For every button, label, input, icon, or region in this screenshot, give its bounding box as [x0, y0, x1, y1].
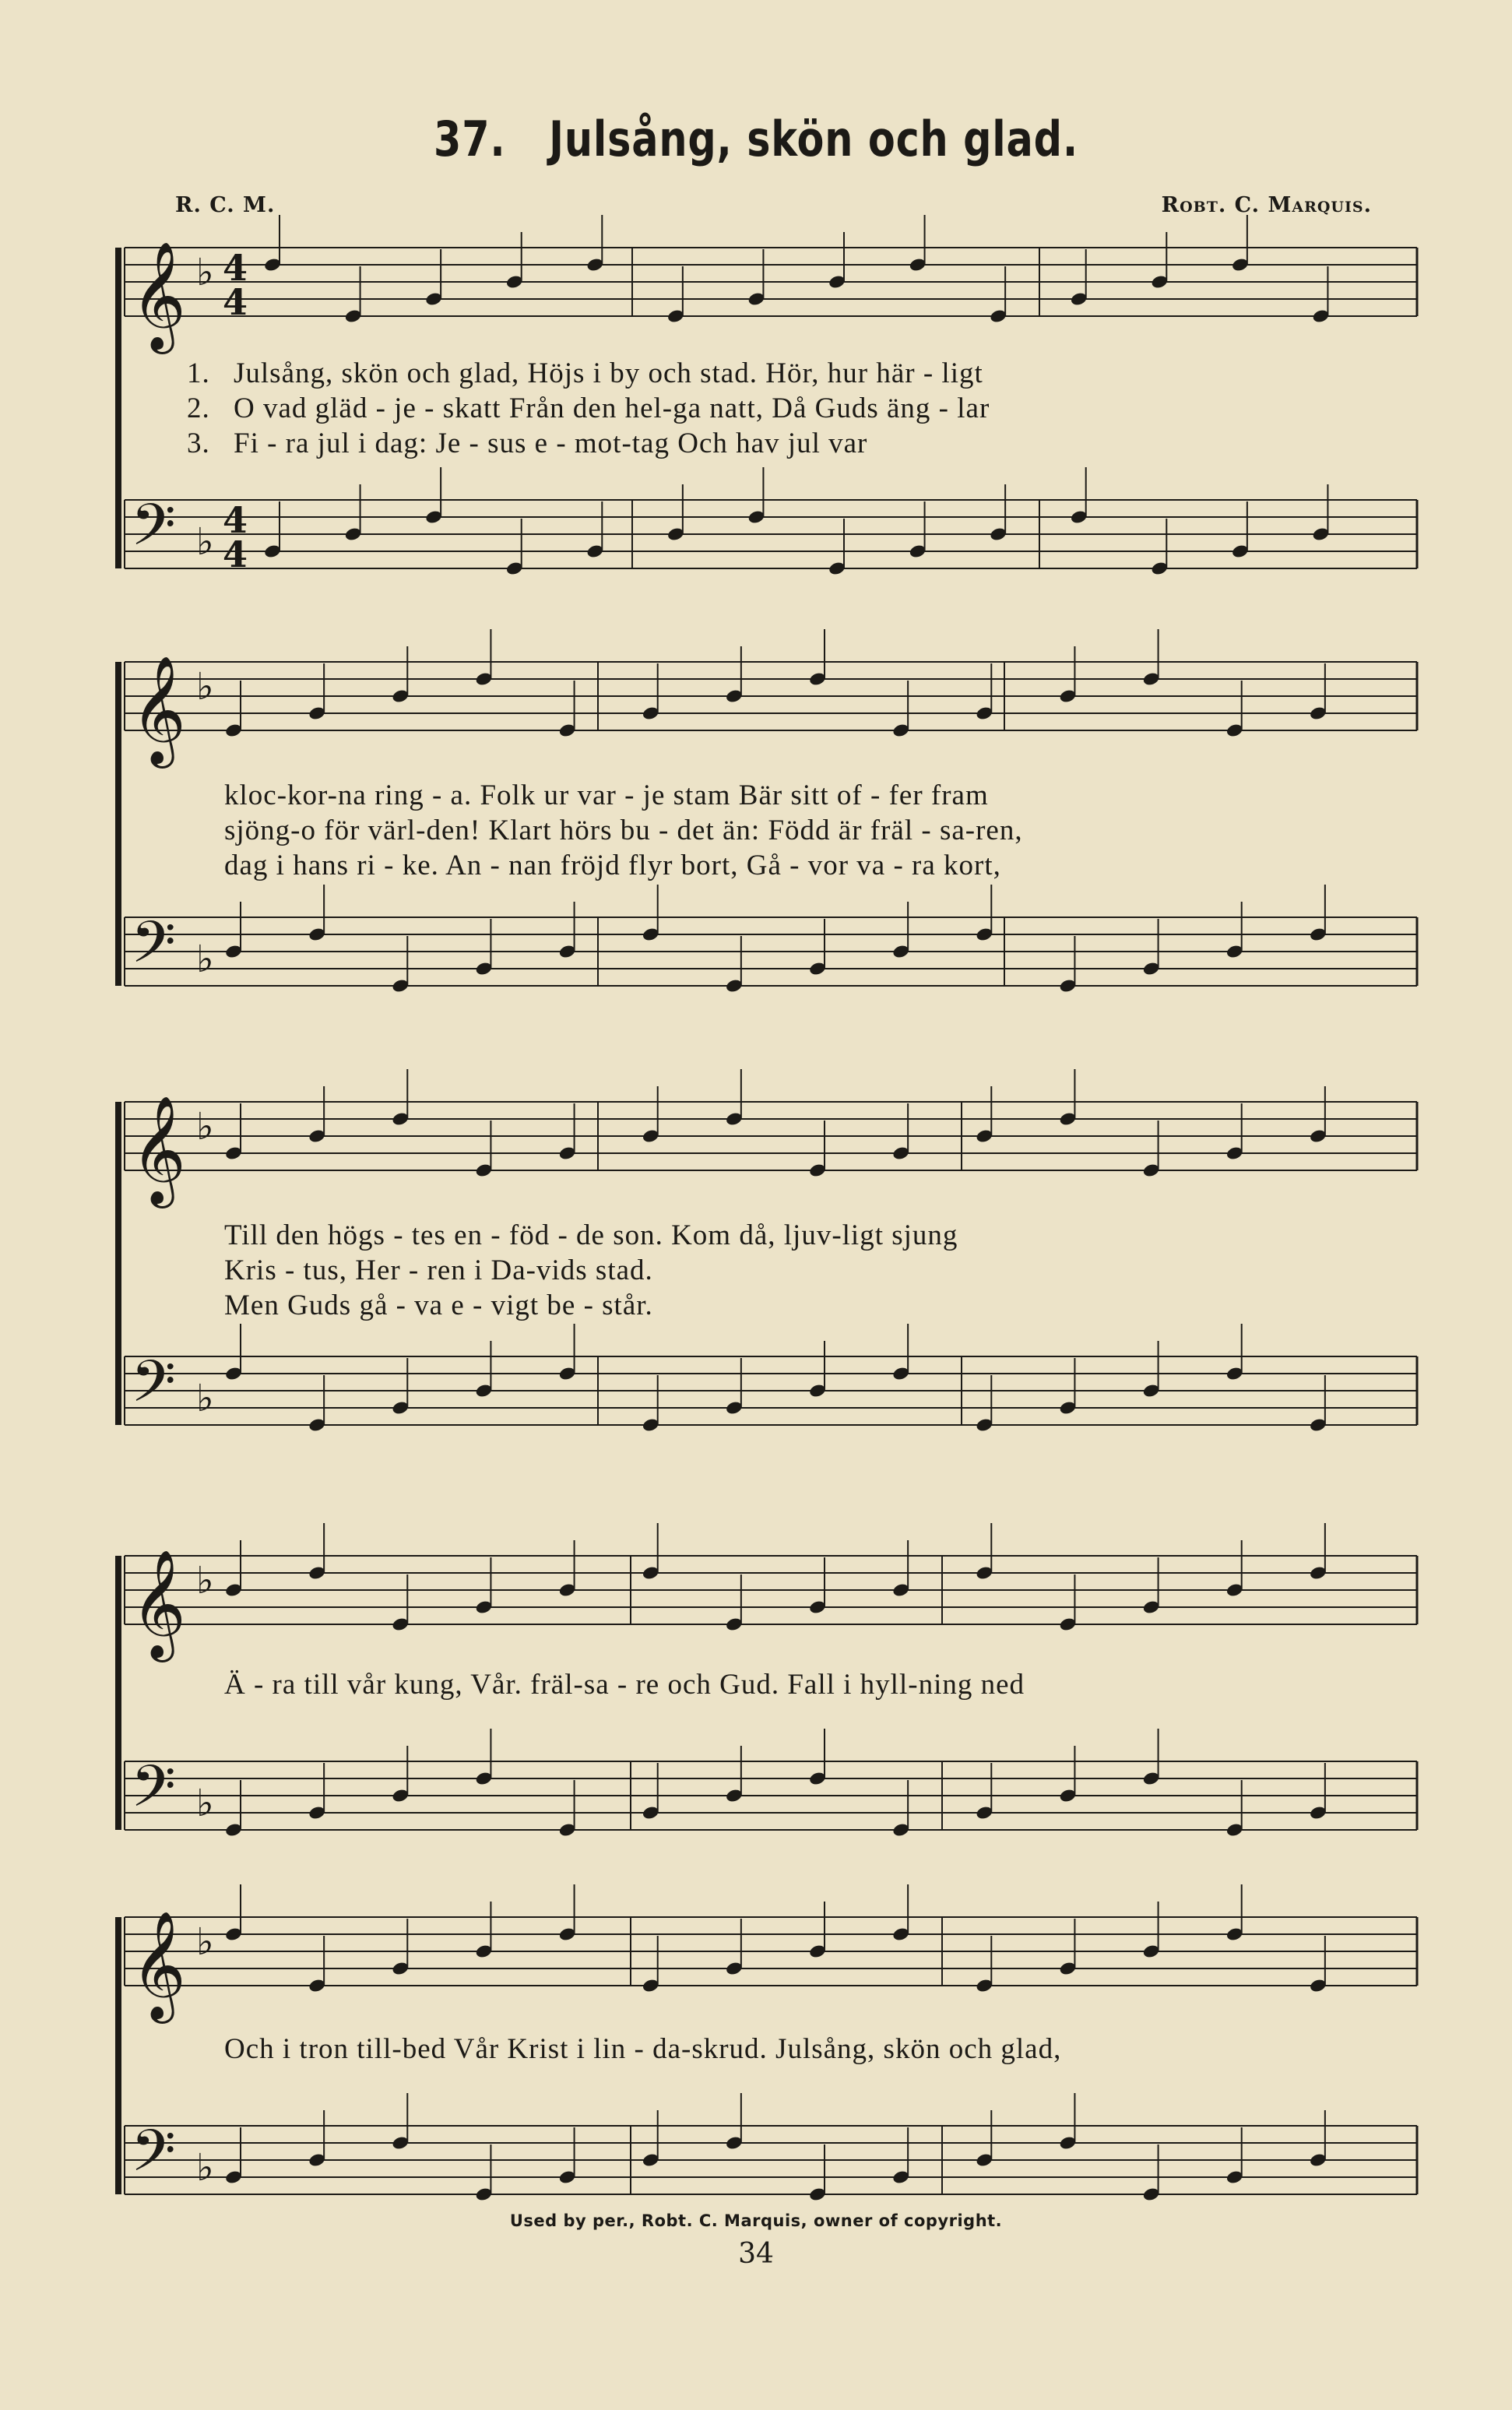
verse-line-s3-v1: Till den högs - tes en - föd - de son. Kom då, ljuv-ligt sjung — [224, 1219, 958, 1251]
text-credit: R. C. M. — [175, 193, 276, 217]
system-bracket — [115, 1556, 121, 1830]
lyric-text: O vad gläd - je - skatt Från den hel-ga natt, Då Guds äng - lar — [234, 392, 990, 424]
system-bracket — [115, 1102, 121, 1425]
verse-line-s2-v3: dag i hans ri - ke. An - nan fröjd flyr bort, Gå - vor va - ra kort, — [224, 850, 1001, 881]
system-bracket — [115, 662, 121, 986]
verse-line-s2-v2: sjöng-o för värl-den! Klart hörs bu - det än: Född är fräl - sa-ren, — [224, 814, 1023, 846]
treble-clef-icon: 𝄞 — [131, 1550, 186, 1658]
flat-icon: ♭ — [196, 2146, 214, 2190]
flat-icon: ♭ — [196, 251, 214, 294]
composer-credit: Robt. C. Marquis. — [1161, 193, 1372, 217]
verse-line-s3-v2: Kris - tus, Her - ren i Da-vids stad. — [224, 1254, 653, 1286]
hymn-number: 37. — [434, 111, 506, 167]
bass-clef-icon: 𝄢 — [131, 1348, 176, 1430]
flat-icon: ♭ — [196, 1920, 214, 1964]
lyric-text: Fi - ra jul i dag: Je - sus e - mot-tag Och hav jul var — [234, 427, 868, 459]
bass-clef-icon: 𝄢 — [131, 1753, 176, 1835]
bass-clef-icon: 𝄢 — [131, 491, 176, 573]
time-signature-digit: 4 — [223, 281, 248, 323]
hymn-title-text: Julsång, skön och glad. — [549, 111, 1078, 167]
treble-clef-icon: 𝄞 — [131, 241, 186, 350]
lyric-text: Julsång, skön och glad, Höjs i by och stad. Hör, hur här - ligt — [234, 357, 983, 389]
bass-clef-icon: 𝄢 — [131, 909, 176, 990]
flat-icon: ♭ — [196, 1559, 214, 1603]
verse-line-s5-v1: Och i tron till-bed Vår Krist i lin - da-skrud. Julsång, skön och glad, — [224, 2033, 1062, 2065]
system-bracket — [115, 248, 121, 568]
flat-icon: ♭ — [196, 665, 214, 709]
verse-number: 3. — [187, 427, 210, 459]
treble-clef-icon: 𝄞 — [131, 1096, 186, 1204]
time-signature-digit: 4 — [223, 247, 248, 289]
copyright-note: Used by per., Robt. C. Marquis, owner of copyright. — [509, 2211, 1003, 2230]
bass-clef-icon: 𝄢 — [131, 2117, 176, 2199]
time-signature-digit: 4 — [223, 499, 248, 541]
flat-icon: ♭ — [196, 938, 214, 981]
time-signature-digit: 4 — [223, 533, 248, 575]
verse-number: 1. — [187, 357, 210, 389]
flat-icon: ♭ — [196, 1377, 214, 1420]
page-number: 34 — [738, 2238, 774, 2270]
verse-line-s4-v1: Ä - ra till vår kung, Vår. fräl-sa - re och Gud. Fall i hyll-ning ned — [224, 1669, 1025, 1701]
flat-icon: ♭ — [196, 1782, 214, 1825]
verse-line-s1-v2 — [187, 392, 990, 425]
verse-line-s1-v1 — [187, 357, 983, 390]
flat-icon: ♭ — [196, 1105, 214, 1149]
treble-clef-icon: 𝄞 — [131, 656, 186, 764]
verse-line-s3-v3: Men Guds gå - va e - vigt be - står. — [224, 1289, 653, 1321]
verse-number: 2. — [187, 392, 210, 424]
flat-icon: ♭ — [196, 520, 214, 564]
treble-clef-icon: 𝄞 — [131, 1911, 186, 2019]
system-bracket — [115, 1917, 121, 2194]
verse-line-s2-v1: kloc-kor-na ring - a. Folk ur var - je stam Bär sitt of - fer fram — [224, 779, 989, 811]
verse-line-s1-v3 — [187, 427, 867, 460]
